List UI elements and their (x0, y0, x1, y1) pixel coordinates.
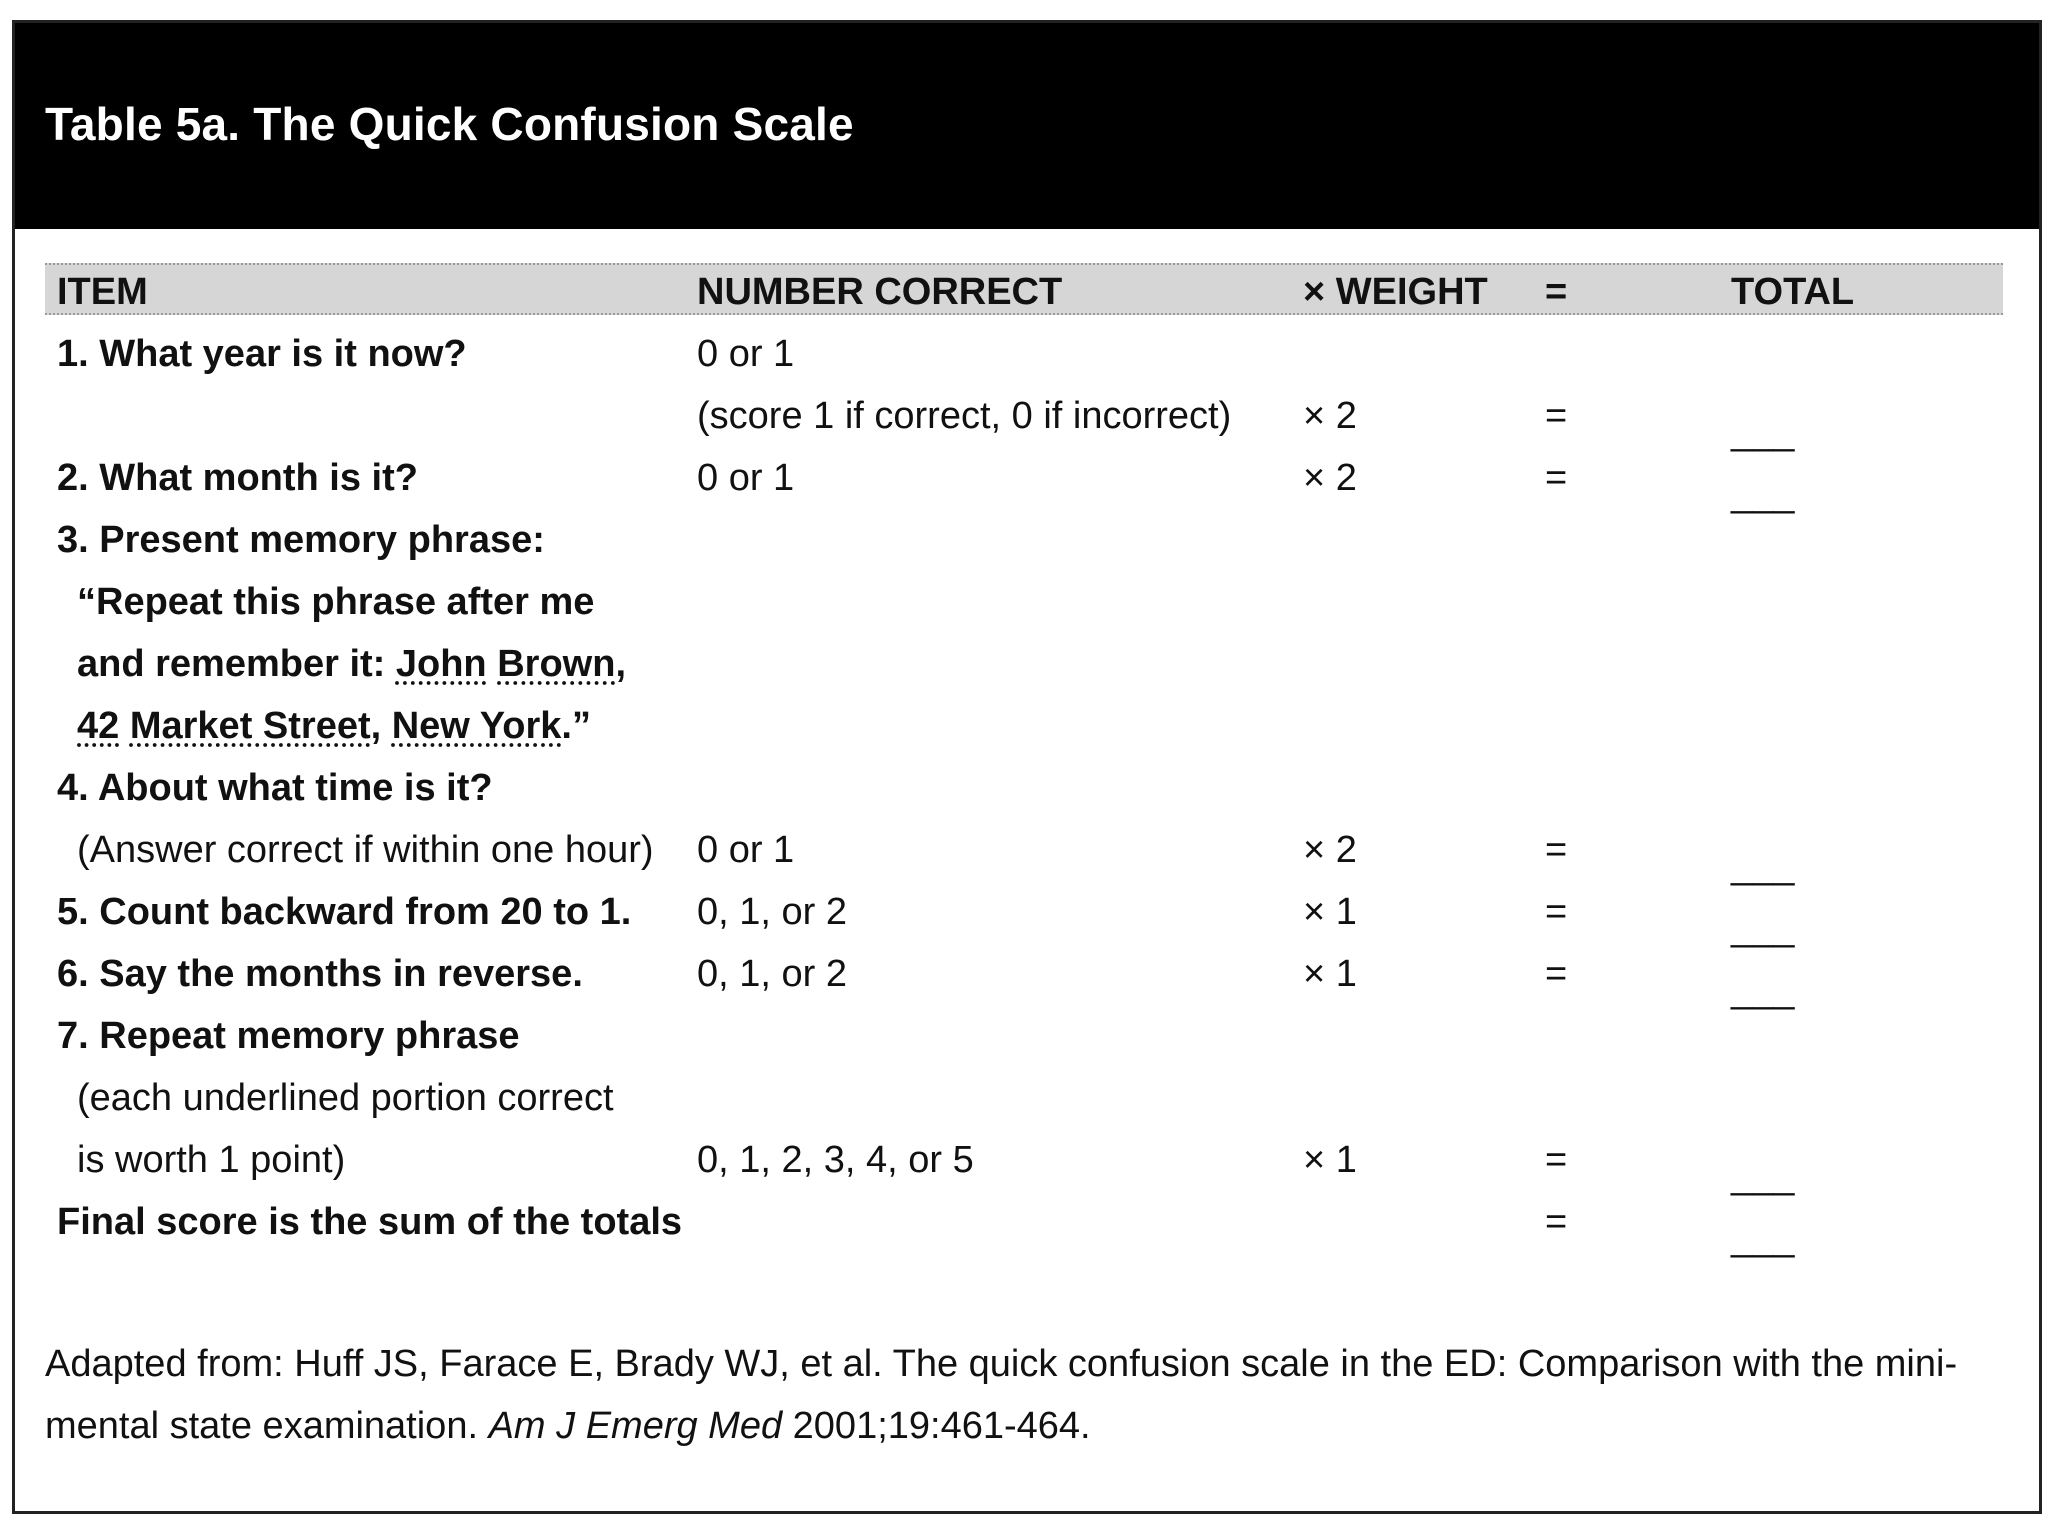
total-blank: ___ (1731, 1217, 1795, 1259)
equals-sign: = (1545, 1139, 1568, 1181)
number-correct: 0, 1, 2, 3, 4, or 5 (697, 1139, 974, 1181)
equals-sign: = (1545, 457, 1568, 499)
table-row (15, 1005, 2039, 1067)
total-blank: ___ (1731, 907, 1795, 949)
item-label (77, 633, 626, 695)
underlined-portion: Brown (497, 643, 616, 685)
item-label: “Repeat this phrase after me (77, 581, 595, 623)
underlined-portion: New York (391, 705, 562, 747)
table-row (15, 1129, 2039, 1197)
table-row (15, 757, 2039, 819)
total-blank: ___ (1731, 969, 1795, 1011)
header-total: TOTAL (1731, 271, 1855, 313)
equals-sign: = (1545, 891, 1568, 933)
underlined-portion: 42 (77, 705, 120, 747)
table-row (15, 447, 2039, 515)
number-correct: 0 or 1 (697, 457, 795, 499)
total-blank: ___ (1731, 411, 1795, 453)
item-label: 3. Present memory phrase: (57, 519, 545, 561)
equals-sign: = (1545, 1201, 1568, 1243)
header-number-correct: NUMBER CORRECT (697, 271, 1063, 313)
table-row (15, 819, 2039, 887)
phrase-text: , (370, 705, 392, 747)
item-label: 4. About what time is it? (57, 767, 493, 809)
table-row (15, 509, 2039, 571)
total-blank: ___ (1731, 845, 1795, 887)
number-correct: 0, 1, or 2 (697, 891, 847, 933)
weight: × 1 (1303, 891, 1357, 933)
equals-sign: = (1545, 395, 1568, 437)
phrase-text: .” (561, 705, 591, 747)
table-frame (12, 20, 2042, 1514)
weight: × 2 (1303, 457, 1357, 499)
table-row (15, 323, 2039, 385)
table-row (15, 881, 2039, 949)
item-label: 1. What year is it now? (57, 333, 467, 375)
phrase-text: , (615, 643, 626, 685)
equals-sign: = (1545, 829, 1568, 871)
header-item: ITEM (57, 271, 148, 313)
phrase-text: and remember it: (77, 643, 396, 685)
equals-sign: = (1545, 953, 1568, 995)
item-label: (each underlined portion correct (77, 1077, 614, 1119)
item-label: 6. Say the months in reverse. (57, 953, 583, 995)
title-bar (15, 23, 2039, 229)
table-row (15, 571, 2039, 633)
number-correct: 0 or 1 (697, 333, 795, 375)
underlined-portion: John (395, 643, 487, 685)
citation-journal: Am J Emerg Med (488, 1405, 783, 1447)
header-weight: × WEIGHT (1303, 271, 1488, 313)
table-title: Table 5a. The Quick Confusion Scale (45, 98, 854, 150)
table-row (15, 1067, 2039, 1129)
table-header-row (45, 263, 2003, 315)
item-label: 2. What month is it? (57, 457, 418, 499)
citation (45, 1333, 2005, 1457)
citation-rest: 2001;19:461-464. (782, 1405, 1091, 1447)
underlined-portion: Market Street (129, 705, 371, 747)
citation-text: Adapted from: Huff JS, Farace E, Brady WJ, et al. The quick confusion scale in the ED: Comparison with the mini-mental state examination. (45, 1343, 1958, 1447)
item-label: 7. Repeat memory phrase (57, 1015, 520, 1057)
final-score-label: Final score is the sum of the totals (57, 1201, 683, 1243)
table-row (15, 385, 2039, 453)
total-blank: ___ (1731, 473, 1795, 515)
weight: × 2 (1303, 395, 1357, 437)
item-label (77, 695, 591, 757)
item-label: 5. Count backward from 20 to 1. (57, 891, 632, 933)
item-label: (Answer correct if within one hour) (77, 829, 654, 871)
table-row (15, 943, 2039, 1011)
weight: × 1 (1303, 1139, 1357, 1181)
final-score-row (15, 1191, 2039, 1259)
total-blank: ___ (1731, 1155, 1795, 1197)
table-row (15, 695, 2039, 757)
number-correct: 0, 1, or 2 (697, 953, 847, 995)
number-correct: (score 1 if correct, 0 if incorrect) (697, 395, 1232, 437)
table-row (15, 633, 2039, 695)
weight: × 1 (1303, 953, 1357, 995)
weight: × 2 (1303, 829, 1357, 871)
item-label: is worth 1 point) (77, 1139, 346, 1181)
number-correct: 0 or 1 (697, 829, 795, 871)
header-equals: = (1545, 271, 1568, 313)
